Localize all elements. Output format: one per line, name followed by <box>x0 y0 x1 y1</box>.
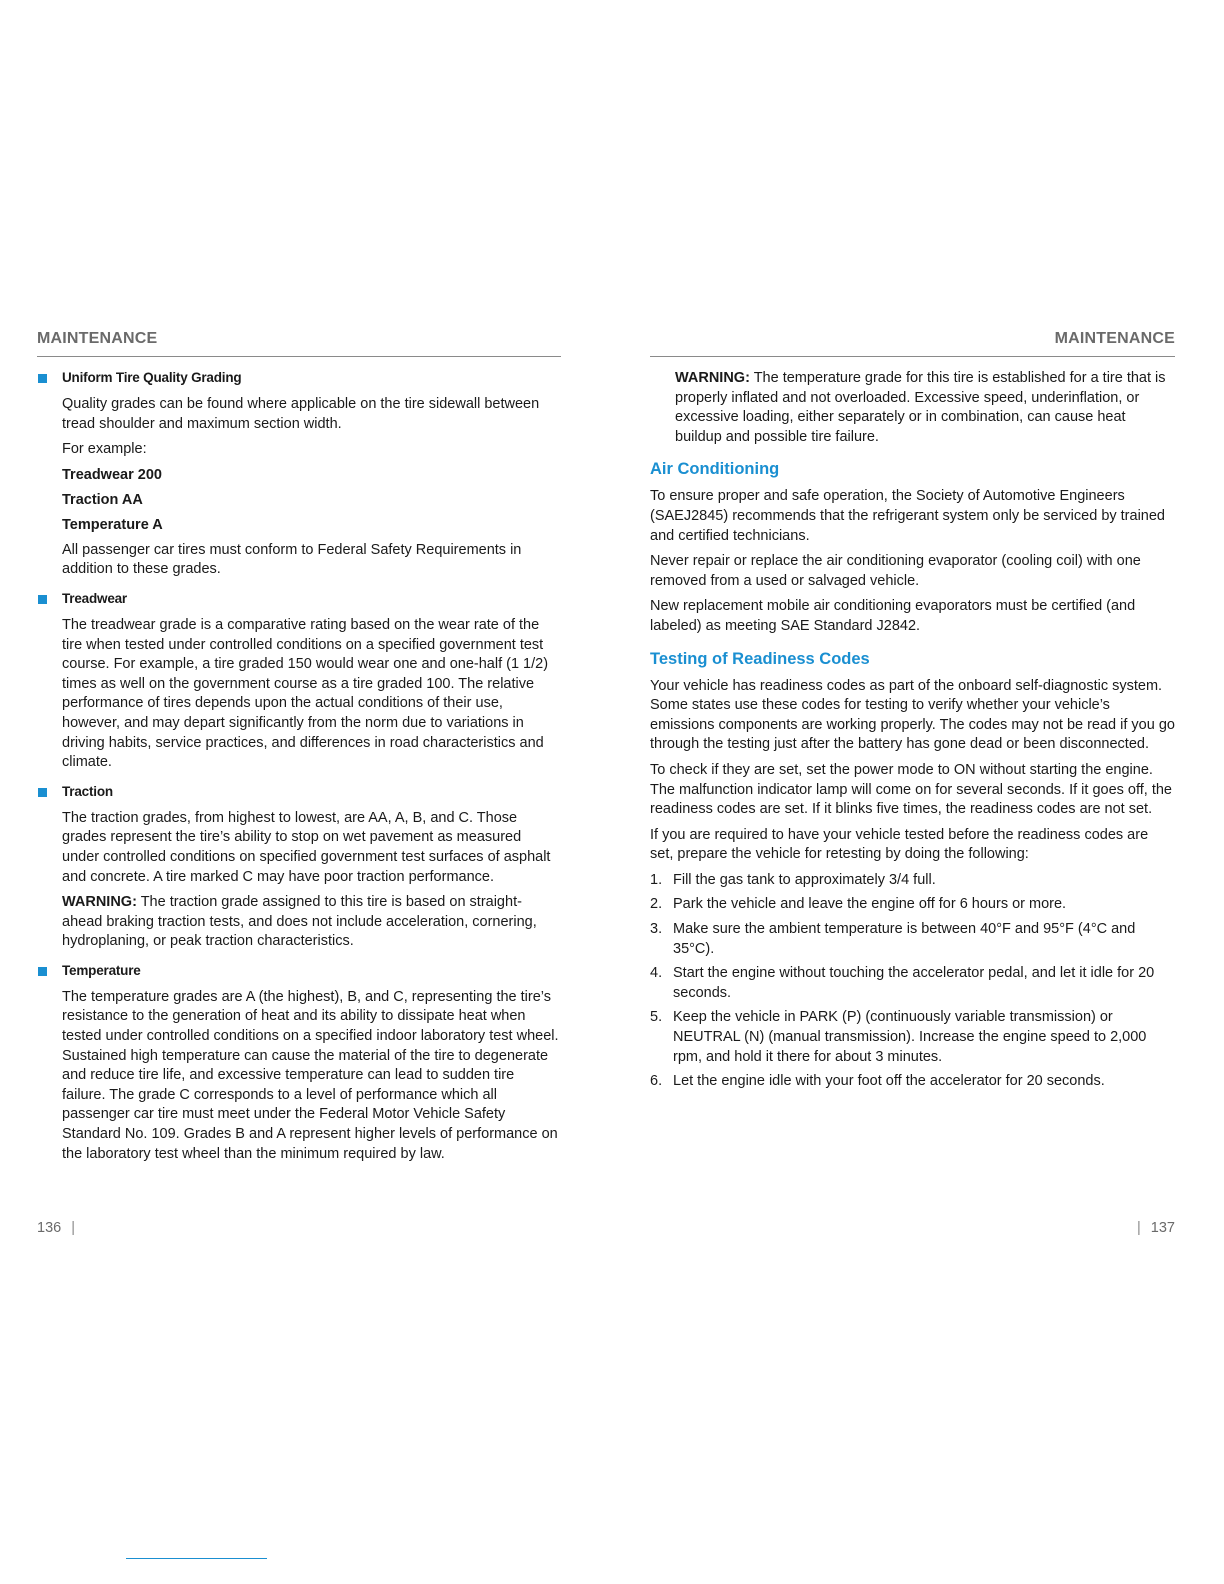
paragraph: For example: <box>62 441 147 458</box>
list-item <box>650 964 1175 1003</box>
step-text: Park the vehicle and leave the engine off for 6 hours or more. <box>673 896 1067 913</box>
paragraph: The traction grades, from highest to lowest, are AA, A, B, and C. Those grades represent the tire’s ability to stop on wet pavement as measured under controlled conditions on specified government test surfaces of asphalt and concrete. A tire marked C may have poor traction performance. <box>62 809 551 885</box>
page-number-left <box>37 1220 85 1236</box>
footnote-rule <box>126 1558 267 1559</box>
subsection-heading-text: Traction <box>62 783 113 799</box>
folio-separator: | <box>1137 1220 1141 1236</box>
step-text: Make sure the ambient temperature is between 40°F and 95°F (4°C and 35°C). <box>673 921 1136 957</box>
paragraph: The treadwear grade is a comparative rating based on the wear rate of the tire when tested under controlled conditions on a specified government test course. For example, a tire graded 150 would wear one and one-half (1 1/2) times as well on the government course as a tire graded 100. The relative performance of tires depends upon the actual conditions of their use, however, and may depart significantly from the norm due to variations in driving habits, service practices, and differences in road characteristics and climate. <box>62 616 549 771</box>
step-number: 1. <box>650 871 663 888</box>
paragraph: If you are required to have your vehicle tested before the readiness codes are set, prepare the vehicle for retesting by doing the following: <box>650 826 1149 863</box>
blue-square-bullet-icon <box>38 374 47 383</box>
subsection-heading <box>37 590 561 608</box>
warning-label: WARNING: <box>675 370 750 386</box>
list-item <box>650 871 1175 891</box>
retest-steps-list <box>650 871 1175 1092</box>
paragraph: To ensure proper and safe operation, the Society of Automotive Engineers (SAEJ2845) recommends that the refrigerant system only be serviced by trained and certified technicians. <box>650 488 1165 544</box>
paragraph: Never repair or replace the air conditioning evaporator (cooling coil) with one removed from a used or salvaged vehicle. <box>650 553 1141 589</box>
subsection-heading <box>37 962 561 980</box>
list-item <box>650 920 1175 959</box>
right-page <box>650 330 1175 1097</box>
subsection-heading-text: Temperature <box>62 962 141 978</box>
folio-separator: | <box>71 1220 75 1236</box>
paragraph: New replacement mobile air conditioning evaporators must be certified (and labeled) as meeting SAE Standard J2842. <box>650 598 1136 634</box>
list-item <box>650 895 1175 915</box>
running-head-right: MAINTENANCE <box>650 330 1175 357</box>
blue-square-bullet-icon <box>38 788 47 797</box>
paragraph: The temperature grades are A (the highest), B, and C, representing the tire’s resistance to the generation of heat and its ability to dissipate heat when tested under controlled conditions on a specified indoor laboratory test wheel. Sustained high temperature can cause the material of the tire to degenerate and reduce tire life, and excessive temperature can lead to sudden tire failure. The grade C corresponds to a level of performance which all passenger car tire must meet under the Federal Motor Vehicle Safety Standard No. 109. Grades B and A represent higher levels of performance on the laboratory test wheel than the minimum required by law. <box>62 988 559 1162</box>
subsection-heading <box>37 369 561 387</box>
step-number: 5. <box>650 1009 663 1026</box>
page-number: 137 <box>1150 1220 1175 1236</box>
step-text: Fill the gas tank to approximately 3/4 full. <box>673 871 936 888</box>
grade-example: Temperature A <box>62 516 163 533</box>
subsection-heading <box>37 783 561 801</box>
step-text: Start the engine without touching the accelerator pedal, and let it idle for 20 seconds. <box>673 965 1155 1001</box>
warning-paragraph <box>62 893 561 952</box>
paragraph: Your vehicle has readiness codes as part of the onboard self-diagnostic system. Some states use these codes for testing to verify whether your vehicle’s emissions components are working properly. The codes may not be read if you go through the testing just after the battery has gone dead or been disconnected. <box>650 677 1175 753</box>
step-text: Keep the vehicle in PARK (P) (continuously variable transmission) or NEUTRAL (N) (manual transmission). Increase the engine speed to 2,000 rpm, and hold it there for about 3 minutes. <box>673 1009 1147 1065</box>
subsection-heading-text: Treadwear <box>62 590 127 606</box>
section-traction <box>37 783 561 952</box>
step-text: Let the engine idle with your foot off the accelerator for 20 seconds. <box>673 1073 1105 1090</box>
step-number: 3. <box>650 921 663 938</box>
section-temperature <box>37 962 561 1164</box>
step-number: 6. <box>650 1073 663 1090</box>
temperature-warning <box>650 369 1175 447</box>
step-number: 2. <box>650 896 663 913</box>
section-heading-readiness-codes: Testing of Readiness Codes <box>650 649 870 668</box>
section-treadwear <box>37 590 561 773</box>
warning-paragraph <box>675 369 1175 447</box>
warning-label: WARNING: <box>62 894 137 911</box>
paragraph: Quality grades can be found where applicable on the tire sidewall between tread shoulder and maximum section width. <box>62 396 540 432</box>
warning-text: The traction grade assigned to this tire is based on straight-ahead braking traction tests, and does not include acceleration, cornering, hydroplaning, or peak traction characteristics. <box>62 894 537 950</box>
grade-example: Treadwear 200 <box>62 466 162 483</box>
list-item <box>650 1072 1175 1092</box>
blue-square-bullet-icon <box>38 967 47 976</box>
running-head-left: MAINTENANCE <box>37 330 561 357</box>
left-page <box>37 330 561 1174</box>
page-number-right <box>1127 1220 1175 1236</box>
section-heading-air-conditioning: Air Conditioning <box>650 460 780 479</box>
list-item <box>650 1008 1175 1067</box>
paragraph: All passenger car tires must conform to Federal Safety Requirements in addition to these grades. <box>62 541 522 578</box>
grade-example: Traction AA <box>62 491 143 508</box>
subsection-heading-text: Uniform Tire Quality Grading <box>62 370 242 385</box>
page-number: 136 <box>37 1220 62 1236</box>
warning-text: The temperature grade for this tire is established for a tire that is properly inflated and not overloaded. Excessive speed, underinflation, or excessive loading, either separately or in combination, can cause heat buildup and possible tire failure. <box>675 370 1166 445</box>
paragraph: To check if they are set, set the power mode to ON without starting the engine. The malfunction indicator lamp will come on for several seconds. If it goes off, the readiness codes are set. If it blinks five times, the readiness codes are not set. <box>650 761 1172 818</box>
blue-square-bullet-icon <box>38 595 47 604</box>
section-uniform-tire-quality-grading <box>37 369 561 580</box>
step-number: 4. <box>650 965 663 982</box>
